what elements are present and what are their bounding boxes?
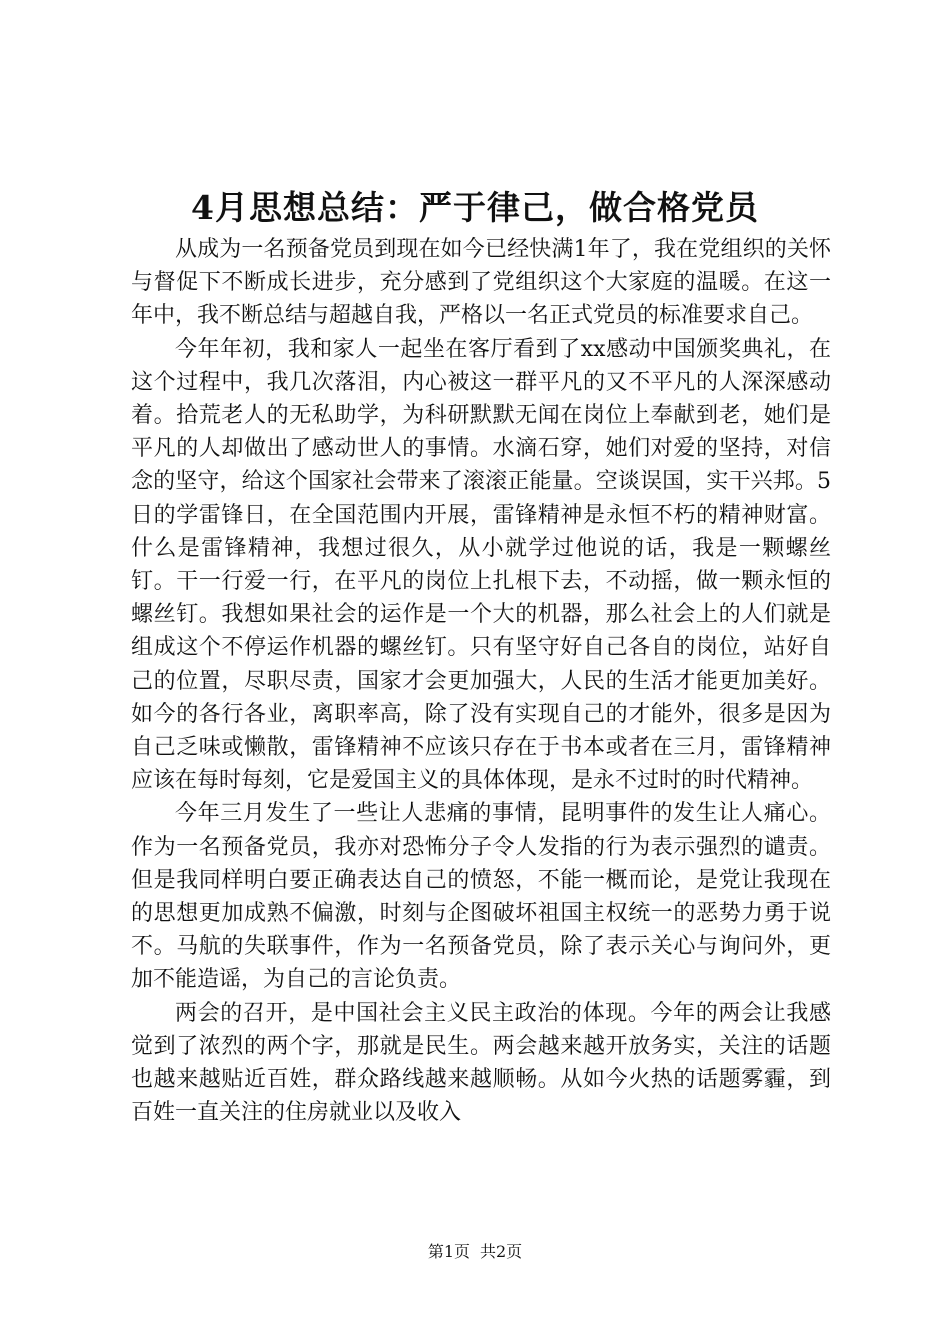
page-footer [0, 1240, 950, 1264]
document-title: 4月思想总结：严于律己，做合格党员 [191, 188, 759, 227]
page-number-current: 第1页 [427, 1242, 470, 1261]
paragraph: 今年三月发生了一些让人悲痛的事情，昆明事件的发生让人痛心。作为一名预备党员，我亦对恐怖分子令人发指的行为表示强烈的谴责。但是我同样明白要正确表达自己的愤怒，不能一概而论，是党让我现在的思想更加成熟不偏激，时刻与企图破坏祖国主权统一的恶势力勇于说不。马航的失联事件，作为一名预备党员，除了表示关心与询问外，更加不能造谣，为自己的言论负责。 [131, 801, 831, 993]
paragraph: 从成为一名预备党员到现在如今已经快满1年了，我在党组织的关怀与督促下不断成长进步，充分感到了党组织这个大家庭的温暖。在这一年中，我不断总结与超越自我，严格以一名正式党员的标准要求自己。 [131, 237, 831, 329]
paragraph: 两会的召开，是中国社会主义民主政治的体现。今年的两会让我感觉到了浓烈的两个字，那就是民生。两会越来越开放务实，关注的话题也越来越贴近百姓，群众路线越来越顺畅。从如今火热的话题雾霾，到百姓一直关注的住房就业以及收入 [131, 1000, 831, 1126]
page-number-total: 共2页 [480, 1242, 523, 1261]
paragraph: 今年年初，我和家人一起坐在客厅看到了xx感动中国颁奖典礼，在这个过程中，我几次落泪，内心被这一群平凡的又不平凡的人深深感动着。拾荒老人的无私助学，为科研默默无闻在岗位上奉献到老，她们是平凡的人却做出了感动世人的事情。水滴石穿，她们对爱的坚持，对信念的坚守，给这个国家社会带来了滚滚正能量。空谈误国，实干兴邦。5日的学雷锋日，在全国范围内开展，雷锋精神是永恒不朽的精神财富。什么是雷锋精神，我想过很久，从小就学过他说的话，我是一颗螺丝钉。干一行爱一行，在平凡的岗位上扎根下去，不动摇，做一颗永恒的螺丝钉。我想如果社会的运作是一个大的机器，那么社会上的人们就是组成这个不停运作机器的螺丝钉。只有坚守好自己各自的岗位，站好自己的位置，尽职尽责，国家才会更加强大，人民的生活才能更加美好。如今的各行各业，离职率高，除了没有实现自己的才能外，很多是因为自己乏味或懒散，雷锋精神不应该只存在于书本或者在三月，雷锋精神应该在每时每刻，它是爱国主义的具体体现，是永不过时的时代精神。 [131, 336, 831, 794]
document-body [131, 233, 831, 1129]
